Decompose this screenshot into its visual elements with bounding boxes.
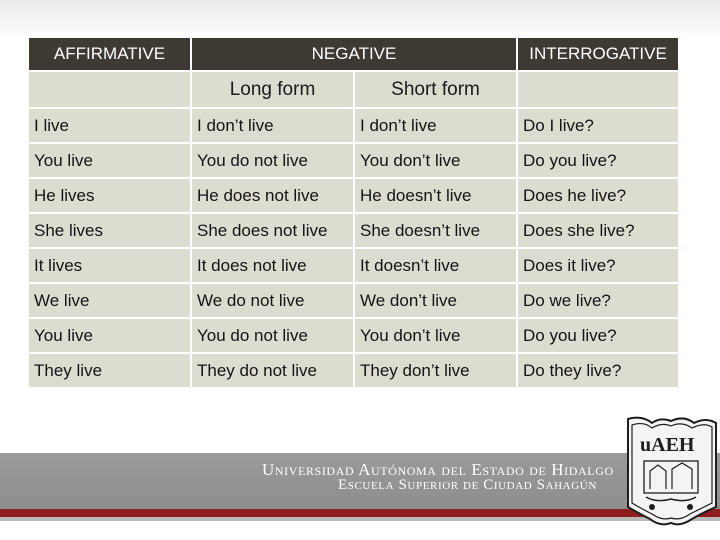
university-name: Universidad Autónoma del Estado de Hidalgo [262,460,614,479]
cell-affirmative: He lives [29,179,190,212]
cell-negative-short: You don’t live [355,319,516,352]
cell-affirmative: I live [29,109,190,142]
cell-negative-short: She doesn’t live [355,214,516,247]
footer-red-stripe [0,509,720,517]
cell-negative-long: I don’t live [192,109,353,142]
cell-negative-long: He does not live [192,179,353,212]
cell-interrogative: Do you live? [518,144,678,177]
table-row [29,284,678,317]
cell-interrogative: Do we live? [518,284,678,317]
table-row [29,179,678,212]
cell-affirmative: It lives [29,249,190,282]
subheader-empty-left [29,72,190,107]
school-name: Escuela Superior de Ciudad Sahagún [338,477,597,493]
cell-affirmative: She lives [29,214,190,247]
cell-negative-long: It does not live [192,249,353,282]
cell-interrogative: Do they live? [518,354,678,387]
table-row [29,319,678,352]
header-negative: NEGATIVE [192,38,516,70]
cell-interrogative: Do you live? [518,319,678,352]
table-row [29,354,678,387]
cell-negative-short: We don’t live [355,284,516,317]
cell-negative-short: It doesn’t live [355,249,516,282]
header-affirmative: AFFIRMATIVE [29,38,190,70]
cell-interrogative: Does she live? [518,214,678,247]
cell-affirmative: We live [29,284,190,317]
cell-negative-long: We do not live [192,284,353,317]
svg-text:uAEH: uAEH [640,434,695,456]
cell-negative-short: I don’t live [355,109,516,142]
cell-negative-long: They do not live [192,354,353,387]
cell-interrogative: Does it live? [518,249,678,282]
cell-interrogative: Do I live? [518,109,678,142]
cell-negative-long: You do not live [192,319,353,352]
table-row [29,144,678,177]
conjugation-table [27,36,680,389]
header-interrogative: INTERROGATIVE [518,38,678,70]
university-emblem-icon [622,415,720,527]
cell-negative-long: You do not live [192,144,353,177]
cell-negative-short: You don’t live [355,144,516,177]
subheader-long-form: Long form [192,72,353,107]
subheader-empty-right [518,72,678,107]
cell-negative-short: He doesn’t live [355,179,516,212]
table-subheader-row [29,72,678,107]
cell-affirmative: They live [29,354,190,387]
top-gradient [0,0,720,40]
table-row [29,214,678,247]
table-row [29,249,678,282]
cell-negative-short: They don’t live [355,354,516,387]
table-row [29,109,678,142]
cell-interrogative: Does he live? [518,179,678,212]
cell-affirmative: You live [29,319,190,352]
cell-affirmative: You live [29,144,190,177]
table-header-row [29,38,678,70]
cell-negative-long: She does not live [192,214,353,247]
footer-grey-stripe [0,517,720,521]
subheader-short-form: Short form [355,72,516,107]
